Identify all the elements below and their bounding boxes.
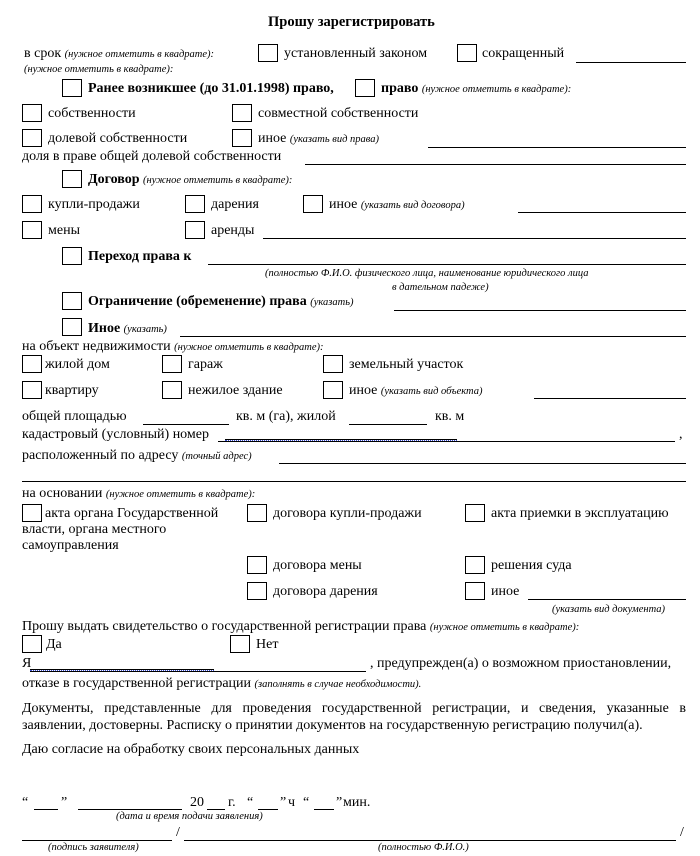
checkbox-basis-gift[interactable] [247, 582, 267, 600]
transfer-line[interactable] [208, 264, 686, 265]
checkbox-other-right[interactable] [232, 129, 252, 147]
contract-rent-line[interactable] [263, 238, 686, 239]
basis-authority-1: акта органа Государственной [45, 506, 219, 521]
ownership-label: собственности [48, 106, 136, 121]
basis-label: на основании [22, 486, 103, 501]
certificate-label: Прошу выдать свидетельство о государственной регистрации права [22, 619, 427, 634]
transfer-hint-1: (полностью Ф.И.О. физического лица, наименование юридического лица [265, 268, 589, 279]
term-law-label: установленный законом [284, 46, 428, 61]
time-hour-quote-close: ” [280, 795, 287, 810]
share-ownership-label: долевой собственности [48, 131, 188, 146]
declaration-text: Документы, представленные для проведения государственной регистрации, и сведения, указанные в заявлении, достоверны. Расписку о принятии документов на государственную регистрацию получил(а). [22, 701, 686, 733]
checkbox-ownership[interactable] [22, 104, 42, 122]
time-min-line[interactable] [314, 809, 334, 810]
cadastral-label: кадастровый (условный) [22, 427, 173, 442]
checkbox-contract-other[interactable] [303, 195, 323, 213]
checkbox-contract-sale[interactable] [22, 195, 42, 213]
checkbox-contract-rent[interactable] [185, 221, 205, 239]
checkbox-basis-authority[interactable] [22, 504, 42, 522]
checkbox-other-item[interactable] [62, 318, 82, 336]
certificate-hint: (нужное отметить в квадрате): [429, 622, 580, 633]
term-short-label: сокращенный [482, 46, 565, 61]
other-right-label: иное [258, 131, 287, 146]
basis-authority-3: самоуправления [22, 538, 119, 553]
restriction-hint: (указать) [310, 297, 354, 308]
datetime-hint: (дата и время подачи заявления) [116, 811, 263, 822]
cadastral-line[interactable] [218, 441, 675, 442]
basis-gift-label: договора дарения [273, 584, 378, 599]
date-quote-close: ” [61, 795, 68, 810]
object-garage-label: гараж [188, 357, 223, 372]
contract-other-line[interactable] [518, 212, 686, 213]
area-label: общей площадью [22, 409, 127, 424]
checkbox-basis-exchange[interactable] [247, 556, 267, 574]
signature-slash-2: / [680, 825, 684, 840]
checkbox-basis-sale[interactable] [247, 504, 267, 522]
checkbox-transfer[interactable] [62, 247, 82, 265]
basis-hint: (нужное отметить в квадрате): [105, 489, 256, 500]
basis-other-label: иное [491, 584, 520, 599]
warning-i: Я [22, 656, 32, 671]
area-living-line[interactable] [349, 424, 427, 425]
other-item-line[interactable] [180, 336, 686, 337]
term-short-line[interactable] [576, 62, 686, 63]
basis-other-line[interactable] [528, 599, 686, 600]
address-line-1[interactable] [279, 463, 686, 464]
signature-hint: (подпись заявителя) [48, 842, 139, 853]
right-hint: (нужное отметить в квадрате): [421, 84, 572, 95]
object-nonres-label: нежилое здание [188, 383, 283, 398]
checkbox-object-other[interactable] [323, 381, 343, 399]
checkbox-basis-other[interactable] [465, 582, 485, 600]
basis-accept-label: акта приемки в эксплуатацию [491, 506, 669, 521]
object-flat-label: квартиру [45, 383, 99, 398]
object-hint: (нужное отметить в квадрате): [174, 342, 324, 353]
address-line-2[interactable] [22, 481, 686, 482]
address-hint: (точный адрес) [181, 451, 252, 462]
contract-exchange-label: мены [48, 223, 80, 238]
checkbox-object-flat[interactable] [22, 381, 42, 399]
term-hint-2: (нужное отметить в квадрате): [24, 64, 174, 75]
checkbox-early-right[interactable] [62, 79, 82, 97]
time-min-quote-close: ” [336, 795, 343, 810]
contract-rent-label: аренды [211, 223, 255, 238]
basis-other-hint: (указать вид документа) [552, 604, 666, 615]
contract-other-hint: (указать вид договора) [360, 200, 465, 211]
other-item-hint: (указать) [123, 324, 167, 335]
basis-exchange-label: договора мены [273, 558, 362, 573]
checkbox-contract-exchange[interactable] [22, 221, 42, 239]
other-right-hint: (указать вид права) [289, 134, 379, 145]
checkbox-contract-gift[interactable] [185, 195, 205, 213]
checkbox-object-nonres[interactable] [162, 381, 182, 399]
consent-text: Даю согласие на обработку своих персональных данных [22, 742, 360, 757]
basis-sale-label: договора купли-продажи [273, 506, 422, 521]
contract-gift-label: дарения [211, 197, 259, 212]
checkbox-joint-ownership[interactable] [232, 104, 252, 122]
signature-slash-1: / [176, 825, 180, 840]
warning-text-2: отказе в государственной регистрации [22, 676, 252, 691]
checkbox-restriction[interactable] [62, 292, 82, 310]
date-quote-open: “ [22, 795, 29, 810]
area-unit-1: кв. м (га), жилой [236, 409, 336, 424]
transfer-hint-2: в дательном падеже) [392, 282, 489, 293]
cadastral-comma: , [679, 427, 683, 442]
certificate-no-label: Нет [256, 637, 279, 652]
basis-court-label: решения суда [491, 558, 572, 573]
term-hint: (нужное отметить в квадрате): [64, 49, 215, 60]
early-right-label: Ранее возникшее (до 31.01.1998) право, [88, 81, 334, 96]
object-label: на объект недвижимости [22, 339, 171, 354]
time-hour-quote-open: “ [247, 795, 254, 810]
restriction-label: Ограничение (обременение) права [88, 294, 307, 309]
checkbox-object-land[interactable] [323, 355, 343, 373]
date-year-suffix: г. [228, 795, 236, 810]
checkbox-certificate-yes[interactable] [22, 635, 42, 653]
object-other-line[interactable] [534, 398, 686, 399]
checkbox-object-garage[interactable] [162, 355, 182, 373]
transfer-label: Переход права к [88, 249, 192, 264]
checkbox-share-ownership[interactable] [22, 129, 42, 147]
restriction-line[interactable] [394, 310, 686, 311]
cadastral-word: номер [172, 427, 209, 442]
time-min-quote-open: “ [303, 795, 310, 810]
share-line[interactable] [305, 164, 686, 165]
checkbox-contract[interactable] [62, 170, 82, 188]
joint-ownership-label: совместной собственности [258, 106, 419, 121]
object-house-label: жилой дом [45, 357, 110, 372]
term-label: в срок [24, 46, 62, 61]
time-hour-suffix: ч [288, 795, 296, 810]
checkbox-basis-court[interactable] [465, 556, 485, 574]
page-title: Прошу зарегистрировать [268, 14, 435, 30]
other-item-label: Иное [88, 321, 121, 336]
contract-other-label: иное [329, 197, 358, 212]
contract-hint: (нужное отметить в квадрате): [143, 175, 293, 186]
warning-text: , предупрежден(а) о возможном приостановлении, [370, 656, 672, 671]
certificate-yes-label: Да [46, 637, 62, 652]
checkbox-right[interactable] [355, 79, 375, 97]
checkbox-basis-accept[interactable] [465, 504, 485, 522]
warning-hint: (заполнять в случае необходимости). [254, 679, 422, 690]
time-min-suffix: мин. [343, 795, 371, 810]
share-label: доля в праве общей долевой собственности [22, 149, 282, 164]
basis-authority-2: власти, органа местного [22, 522, 167, 537]
right-label: право [381, 81, 419, 96]
contract-label: Договор [88, 172, 140, 187]
object-other-label: иное [349, 383, 378, 398]
object-land-label: земельный участок [349, 357, 464, 372]
fullname-hint: (полностью Ф.И.О.) [378, 842, 469, 853]
warning-name-line[interactable] [30, 671, 366, 672]
address-label: расположенный по адресу [22, 448, 179, 463]
date-year-prefix: 20 [190, 795, 204, 810]
contract-sale-label: купли-продажи [48, 197, 140, 212]
checkbox-term-short[interactable] [457, 44, 477, 62]
checkbox-certificate-no[interactable] [230, 635, 250, 653]
area-unit-2: кв. м [435, 409, 465, 424]
object-other-hint: (указать вид объекта) [380, 386, 483, 397]
date-day-line[interactable] [34, 809, 58, 810]
checkbox-object-house[interactable] [22, 355, 42, 373]
area-total-line[interactable] [143, 424, 229, 425]
checkbox-term-law[interactable] [258, 44, 278, 62]
other-right-line[interactable] [428, 147, 686, 148]
